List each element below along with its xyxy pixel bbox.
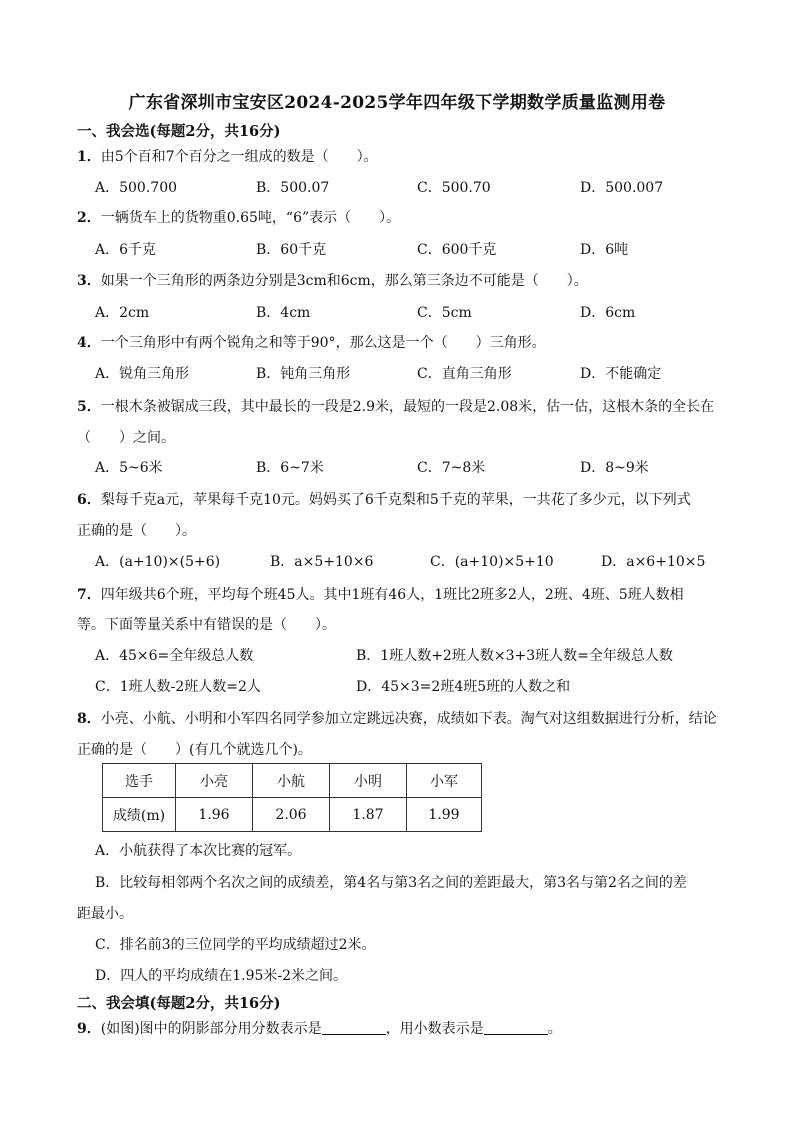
- question-8: [77, 708, 717, 728]
- question-7-continued: 等。下面等量关系中有错误的是（ ）。: [77, 617, 336, 633]
- question-text: 。: [547, 1021, 562, 1037]
- option-b: B．比较每相邻两个名次之间的成绩差，第4名与第3名之间的差距最大，第3名与第2名之间的差: [95, 875, 687, 891]
- option-d: D．45×3=2班4班5班的人数之和: [356, 679, 571, 695]
- option-a: A．6千克: [95, 242, 157, 258]
- question-text: 一个三角形中有两个锐角之和等于90°，那么这是一个（ ）三角形。: [100, 335, 546, 351]
- question-8-continued: 正确的是（ ）(有几个就选几个)。: [77, 742, 312, 758]
- page-title: 广东省深圳市宝安区2024-2025学年四年级下学期数学质量监测用卷: [128, 93, 666, 113]
- option-a: A．小航获得了本次比赛的冠军。: [95, 843, 302, 859]
- option-a: A．锐角三角形: [95, 366, 190, 382]
- question-number: 2．: [77, 210, 101, 226]
- option-a: A．45×6=全年级总人数: [95, 648, 254, 664]
- option-c: C．600千克: [417, 242, 497, 258]
- option-d: D．四人的平均成绩在1.95米-2米之间。: [95, 968, 348, 984]
- option-d: D．6吨: [580, 242, 629, 258]
- option-b: B．a×5+10×6: [270, 554, 374, 570]
- option-b: B．1班人数+2班人数×3+3班人数=全年级总人数: [356, 648, 673, 664]
- option-c: C．1班人数-2班人数=2人: [95, 679, 261, 695]
- table-cell: 1.96: [176, 798, 253, 832]
- table-header-cell: 选手: [103, 764, 176, 798]
- question-text: 由5个百和7个百分之一组成的数是（ ）。: [100, 149, 378, 165]
- option-d: D．8~9米: [580, 460, 649, 476]
- question-number: 8．: [77, 711, 101, 727]
- option-c: C．排名前3的三位同学的平均成绩超过2米。: [95, 937, 376, 953]
- option-d: D．6cm: [580, 305, 636, 321]
- question-number: 1．: [77, 149, 101, 165]
- table-header-cell: 小明: [330, 764, 407, 798]
- question-5-continued: （ ）之间。: [77, 430, 175, 446]
- score-table: [102, 763, 482, 832]
- table-header-cell: 小军: [407, 764, 482, 798]
- section-heading-choice: 一、我会选(每题2分，共16分): [77, 123, 281, 140]
- option-b: B．钝角三角形: [256, 366, 351, 382]
- option-b: B．60千克: [256, 242, 327, 258]
- question-number: 4．: [77, 335, 101, 351]
- table-row: [103, 798, 482, 832]
- question-number: 5．: [77, 399, 101, 415]
- table-header-row: [103, 764, 482, 798]
- question-1: [77, 146, 378, 166]
- option-c: C．(a+10)×5+10: [430, 554, 554, 570]
- question-text: 小亮、小航、小明和小军四名同学参加立定跳远决赛，成绩如下表。淘气对这组数据进行分析，结论: [100, 711, 717, 727]
- question-number: 9．: [77, 1021, 101, 1037]
- table-cell: 1.99: [407, 798, 482, 832]
- option-c: C．5cm: [417, 305, 472, 321]
- table-header-cell: 小亮: [176, 764, 253, 798]
- question-number: 3．: [77, 273, 101, 289]
- table-cell: 1.87: [330, 798, 407, 832]
- section-heading-fill: 二、我会填(每题2分，共16分): [77, 995, 281, 1012]
- question-text: 四年级共6个班，平均每个班45人。其中1班有46人，1班比2班多2人，2班、4班、5班人数相: [100, 587, 684, 603]
- answer-blank-decimal[interactable]: [484, 1020, 548, 1035]
- option-a: A．(a+10)×(5+6): [95, 554, 221, 570]
- question-number: 6．: [77, 492, 101, 508]
- question-text: 如果一个三角形的两条边分别是3cm和6cm，那么第三条边不可能是（ ）。: [100, 273, 588, 289]
- option-c: C．500.70: [417, 180, 491, 196]
- question-number: 7．: [77, 587, 101, 603]
- question-4: [77, 332, 546, 352]
- option-d: D．500.007: [580, 180, 664, 196]
- question-3: [77, 270, 588, 290]
- table-cell: 成绩(m): [103, 798, 176, 832]
- question-6-continued: 正确的是（ ）。: [77, 523, 196, 539]
- option-c: C．7~8米: [417, 460, 486, 476]
- answer-blank-fraction[interactable]: [322, 1020, 386, 1035]
- option-c: C．直角三角形: [417, 366, 512, 382]
- option-b: B．500.07: [256, 180, 330, 196]
- question-text: (如图)图中的阴影部分用分数表示是: [100, 1021, 322, 1037]
- table-header-cell: 小航: [253, 764, 330, 798]
- question-text: 一根木条被锯成三段，其中最长的一段是2.9米，最短的一段是2.08米，估一估，这根木条的全长在: [100, 399, 715, 415]
- question-9: [77, 1018, 562, 1038]
- question-6: [77, 489, 691, 509]
- option-a: A．500.700: [95, 180, 178, 196]
- question-text: ，用小数表示是: [385, 1021, 484, 1037]
- question-5: [77, 396, 714, 416]
- option-a: A．5~6米: [95, 460, 163, 476]
- option-d: D．不能确定: [580, 366, 662, 382]
- option-a: A．2cm: [95, 305, 150, 321]
- question-text: 梨每千克a元，苹果每千克10元。妈妈买了6千克梨和5千克的苹果，一共花了多少元，以下列式: [100, 492, 691, 508]
- option-b: B．6~7米: [256, 460, 324, 476]
- question-text: 一辆货车上的货物重0.65吨，“6”表示（ ）。: [100, 210, 401, 226]
- option-b-continued: 距最小。: [77, 906, 133, 922]
- question-2: [77, 207, 400, 227]
- option-d: D．a×6+10×5: [601, 554, 706, 570]
- option-b: B．4cm: [256, 305, 311, 321]
- table-cell: 2.06: [253, 798, 330, 832]
- question-7: [77, 584, 684, 604]
